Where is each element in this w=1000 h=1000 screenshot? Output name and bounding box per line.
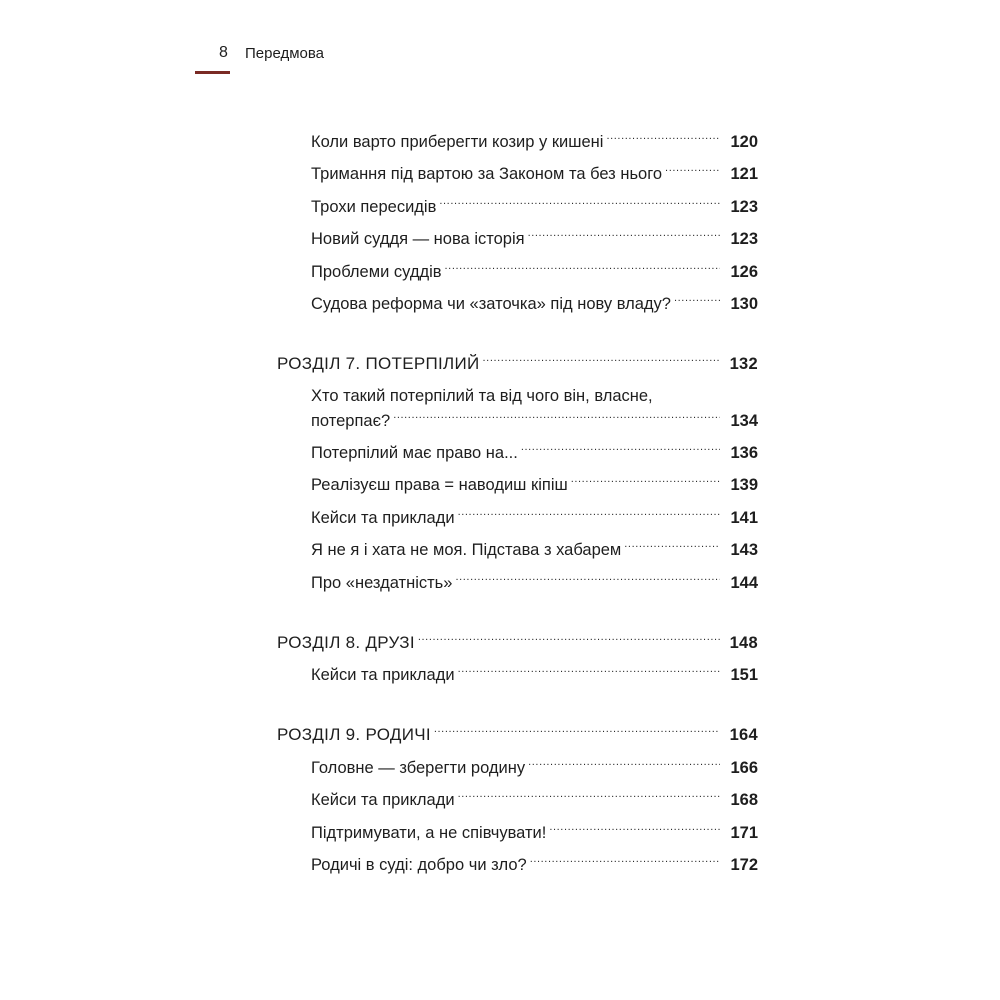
- toc-entry-label: Я не я і хата не моя. Підстава з хабарем: [311, 541, 622, 559]
- toc-chapter-entry: [277, 632, 758, 653]
- toc-dot-leader: [458, 788, 720, 804]
- toc-entry: [311, 789, 758, 810]
- toc-entry-label: Кейси та приклади: [311, 509, 455, 527]
- toc-entry-page: 130: [730, 295, 758, 313]
- toc-entry-label-first-line: Хто такий потерпілий та від чого він, власне,: [311, 387, 653, 405]
- toc-entry-page: 126: [730, 263, 758, 281]
- toc-entry-label: Реалізуєш права = наводиш кіпіш: [311, 476, 568, 494]
- toc-entry-label: Тримання під вартою за Законом та без нього: [311, 165, 663, 183]
- toc-entry-label: Коли варто приберегти козир у кишені: [311, 133, 604, 151]
- toc-entry-page: 136: [730, 444, 758, 462]
- toc-entry-label: Потерпілий має право на...: [311, 444, 518, 462]
- toc-entry-page: 123: [730, 198, 758, 216]
- toc-entry: [311, 410, 758, 431]
- toc-chapter-label: РОЗДІЛ 8. ДРУЗІ: [277, 633, 415, 652]
- toc-entry-page: 121: [730, 165, 758, 183]
- toc-entry-label: Родичі в суді: добро чи зло?: [311, 856, 527, 874]
- toc-dot-leader: [528, 227, 720, 243]
- toc-entry-label: Трохи пересидів: [311, 198, 437, 216]
- toc-entry: [311, 854, 758, 875]
- toc-entry: [311, 196, 758, 217]
- toc-dot-leader: [393, 409, 720, 425]
- toc-dot-leader: [665, 162, 720, 178]
- toc-entry-page: 171: [730, 824, 758, 842]
- toc-entry-page: 144: [730, 574, 758, 592]
- toc-dot-leader: [439, 195, 720, 211]
- toc-dot-leader: [606, 130, 720, 146]
- toc-dot-leader: [571, 473, 720, 489]
- toc-entry: [311, 442, 758, 463]
- toc-entry: [311, 131, 758, 152]
- toc-entry-page: 148: [729, 634, 758, 652]
- toc-dot-leader: [445, 260, 720, 276]
- toc-entry: [311, 474, 758, 495]
- toc-entry-page: 151: [730, 666, 758, 684]
- toc-entry-page: 139: [730, 476, 758, 494]
- toc-dot-leader: [483, 352, 720, 368]
- toc-entry-page: 172: [730, 856, 758, 874]
- toc-entry-page: 132: [729, 355, 758, 373]
- toc-dot-leader: [434, 723, 720, 739]
- toc-entry-page: 164: [729, 726, 758, 744]
- toc-entry: [311, 757, 758, 778]
- toc-chapter-entry: [277, 353, 758, 374]
- toc-entry: [311, 539, 758, 560]
- toc-entry-page: 123: [730, 230, 758, 248]
- toc-entry-label: Про «нездатність»: [311, 574, 453, 592]
- page-number: 8: [219, 44, 229, 61]
- toc-entry-page: 143: [730, 541, 758, 559]
- toc-dot-leader: [528, 756, 720, 772]
- toc-entry: [311, 261, 758, 282]
- toc-entry-page: 141: [730, 509, 758, 527]
- toc-dot-leader: [530, 853, 720, 869]
- toc-dot-leader: [458, 506, 720, 522]
- toc-dot-leader: [624, 538, 720, 554]
- toc-dot-leader: [418, 631, 720, 647]
- toc-entry-page: 168: [730, 791, 758, 809]
- toc-entry-page: 166: [730, 759, 758, 777]
- toc-dot-leader: [458, 663, 720, 679]
- toc-entry-label: Головне — зберегти родину: [311, 759, 526, 777]
- toc-entry: [311, 163, 758, 184]
- toc-entry: [311, 572, 758, 593]
- toc-entry-label: Судова реформа чи «заточка» під нову владу?: [311, 295, 671, 313]
- toc-entry-label: Новий суддя — нова історія: [311, 230, 525, 248]
- toc-entry-label: Підтримувати, а не співчувати!: [311, 824, 547, 842]
- toc-chapter-label: РОЗДІЛ 7. ПОТЕРПІЛИЙ: [277, 354, 480, 373]
- toc-dot-leader: [521, 441, 720, 457]
- toc-entry-label: Кейси та приклади: [311, 666, 455, 684]
- toc-entry: [311, 293, 758, 314]
- toc-entry-label: Проблеми суддів: [311, 263, 442, 281]
- toc-entry-label: Кейси та приклади: [311, 791, 455, 809]
- toc-entry: [311, 664, 758, 685]
- toc-dot-leader: [455, 571, 720, 587]
- toc-dot-leader: [674, 292, 720, 308]
- section-title: Передмова: [245, 45, 325, 62]
- toc-entry: [311, 822, 758, 843]
- toc-chapter-entry: [277, 724, 758, 745]
- toc-dot-leader: [549, 821, 720, 837]
- toc-entry-page: 120: [730, 133, 758, 151]
- toc-entry-label-continuation: потерпає?: [311, 412, 391, 430]
- toc-entry: [311, 228, 758, 249]
- toc-entry-page: 134: [730, 412, 758, 430]
- toc-entry: [311, 507, 758, 528]
- toc-chapter-label: РОЗДІЛ 9. РОДИЧІ: [277, 725, 431, 744]
